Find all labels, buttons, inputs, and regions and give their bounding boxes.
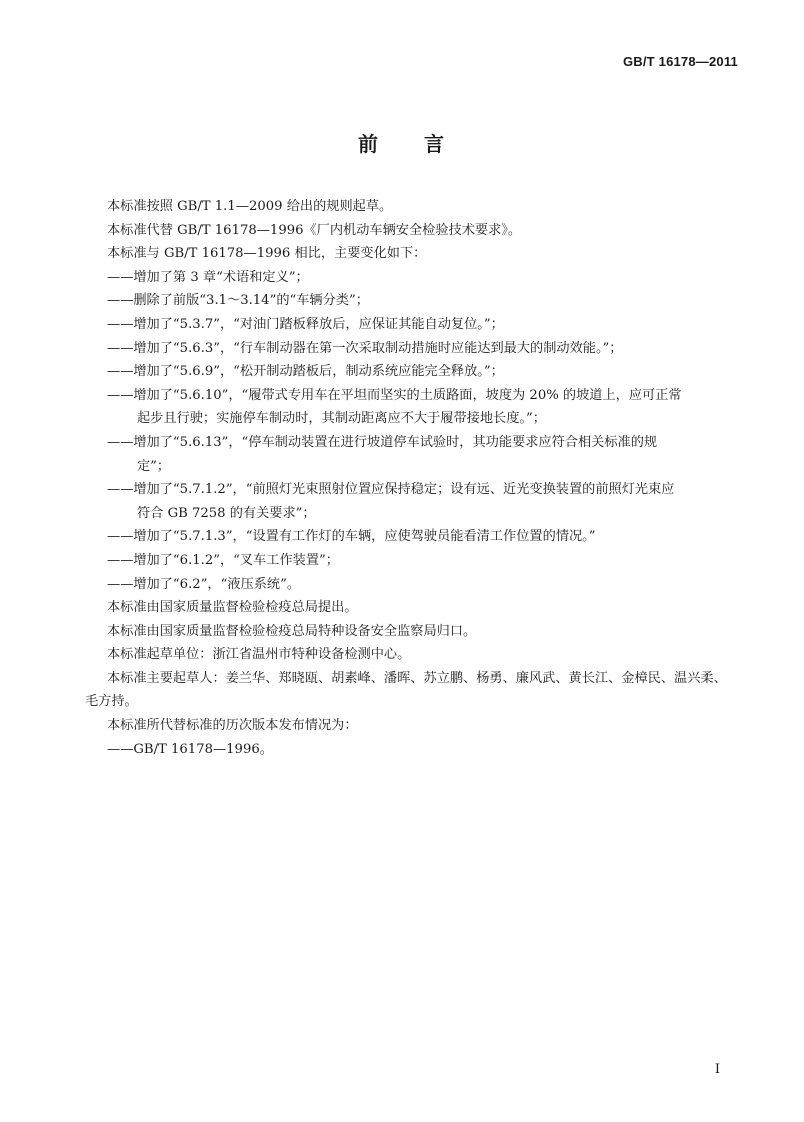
change-item: ——增加了“5.6.13”，“停车制动装置在进行坡道停车试验时，其功能要求应符合相关标准的规: [107, 434, 658, 450]
foreword-body: [87, 195, 742, 761]
paragraph-line: 本标准由国家质量监督检验检疫总局提出。: [107, 600, 358, 616]
change-item: ——删除了前版“3.1～3.14”的“车辆分类”；: [107, 293, 369, 309]
paragraph-line: 本标准所代替标准的历次版本发布情况为：: [107, 718, 358, 734]
page-number: I: [714, 1062, 720, 1077]
paragraph-line: 本标准代替 GB/T 16178—1996《厂内机动车辆安全检验技术要求》。: [107, 222, 522, 238]
change-item: ——增加了第 3 章“术语和定义”；: [107, 269, 309, 285]
title-char-right: 言: [424, 132, 446, 156]
paragraph-line: 本标准起草单位：浙江省温州市特种设备检测中心。: [107, 647, 411, 663]
change-item: ——GB/T 16178—1996。: [107, 741, 273, 757]
title-char-left: 前: [358, 132, 380, 156]
paragraph-line: 本标准主要起草人：姜兰华、郑晓瓯、胡素峰、潘晖、苏立鹏、杨勇、廉风武、黄长江、金樟民、温兴柔、: [107, 670, 727, 686]
change-item: ——增加了“6.2”，“液压系统”。: [107, 576, 301, 592]
change-item-continuation: 符合 GB 7258 的有关要求”；: [137, 505, 316, 521]
change-item-continuation: 定”；: [137, 458, 171, 474]
change-item: ——增加了“5.6.9”，“松开制动踏板后，制动系统应能完全释放。”；: [107, 364, 504, 380]
paragraph-line: 本标准由国家质量监督检验检疫总局特种设备安全监察局归口。: [107, 623, 477, 639]
change-item-continuation: 起步且行驶；实施停车制动时，其制动距离应不大于履带接地长度。”；: [137, 411, 546, 427]
standard-code: GB/T 16178—2011: [622, 54, 738, 69]
paragraph-line: 本标准与 GB/T 16178—1996 相比，主要变化如下：: [107, 246, 427, 262]
change-item: ——增加了“5.7.1.3”，“设置有工作灯的车辆，应使驾驶员能看清工作位置的情况。”: [107, 529, 596, 545]
change-item: ——增加了“5.3.7”，“对油门踏板释放后，应保证其能自动复位。”；: [107, 316, 504, 332]
change-item: ——增加了“6.1.2”，“叉车工作装置”；: [107, 552, 339, 568]
change-item: ——增加了“5.7.1.2”，“前照灯光束照射位置应保持稳定；设有远、近光变换装置的前照灯光束应: [107, 482, 675, 498]
change-item: ——增加了“5.6.3”，“行车制动器在第一次采取制动措施时应能达到最大的制动效能。”；: [107, 340, 623, 356]
page-title: [0, 128, 804, 157]
change-item: ——增加了“5.6.10”，“履带式专用车在平坦而坚实的土质路面，坡度为 20% 的坡道上，应可正常: [107, 387, 682, 403]
paragraph-line: 本标准按照 GB/T 1.1—2009 给出的规则起草。: [107, 199, 393, 214]
paragraph-line-continuation: 毛方持。: [85, 694, 138, 710]
